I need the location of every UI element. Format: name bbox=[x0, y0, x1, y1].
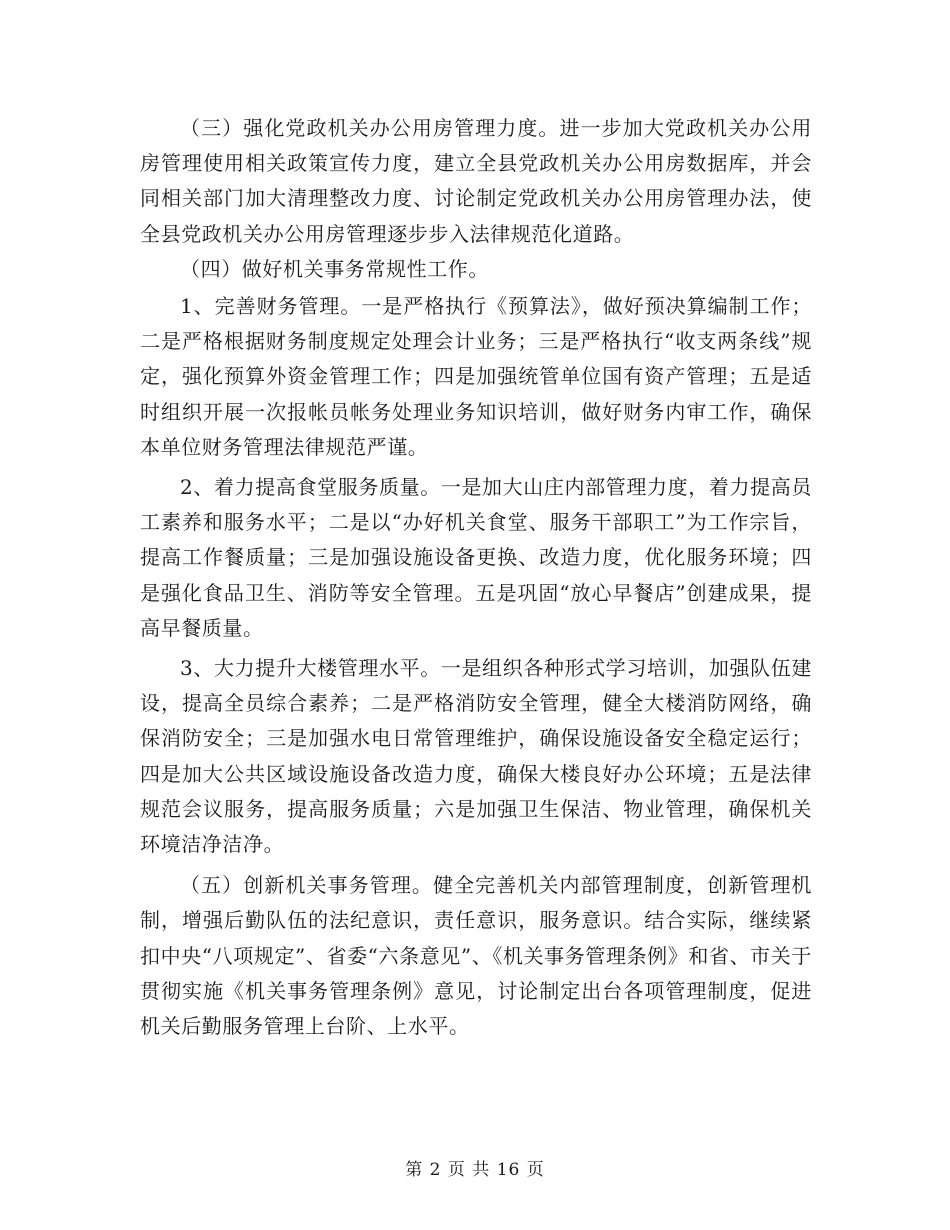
document-body bbox=[140, 111, 812, 1044]
footer-suffix: 页 bbox=[526, 1160, 545, 1180]
paragraph-office-space-management: （三）强化党政机关办公用房管理力度。进一步加大党政机关办公用房管理使用相关政策宣传力度，建立全县党政机关办公用房数据库，并会同相关部门加大清理整改力度、讨论制定党政机关办公用房管理办法，使全县党政机关办公用房管理逐步步入法律规范化道路。 bbox=[140, 116, 812, 246]
page-footer bbox=[0, 1155, 950, 1180]
paragraph-building-management: 3、大力提升大楼管理水平。一是组织各种形式学习培训，加强队伍建设，提高全员综合素养；二是严格消防安全管理，健全大楼消防网络，确保消防安全；三是加强水电日常管理维护，确保设施设备安全稳定运行；四是加大公共区域设施设备改造力度，确保大楼良好办公环境；五是法律规范会议服务，提高服务质量；六是加强卫生保洁、物业管理，确保机关环境洁净洁净。 bbox=[140, 656, 812, 857]
paragraph-routine-work-heading: （四）做好机关事务常规性工作。 bbox=[180, 256, 489, 281]
paragraph-financial-management: 1、完善财务管理。一是严格执行《预算法》，做好预决算编制工作；二是严格根据财务制度规定处理会计业务；三是严格执行“收支两条线”规定，强化预算外资金管理工作；四是加强统管单位国有资产管理；五是适时组织开展一次报帐员帐务处理业务知识培训，做好财务内审工作，确保本单位财务管理法律规范严谨。 bbox=[140, 294, 812, 459]
footer-total-pages: 16 bbox=[496, 1160, 521, 1180]
paragraph-innovation-management: （五）创新机关事务管理。健全完善机关内部管理制度，创新管理机制，增强后勤队伍的法纪意识，责任意识，服务意识。结合实际，继续紧扣中央“八项规定”、省委“六条意见”、《机关事务管理条例》和省、市关于贯彻实施《机关事务管理条例》意见，讨论制定出台各项管理制度，促进机关后勤服务管理上台阶、上水平。 bbox=[140, 873, 812, 1039]
footer-current-page: 2 bbox=[429, 1160, 442, 1180]
paragraph-canteen-service: 2、着力提高食堂服务质量。一是加大山庄内部管理力度，着力提高员工素养和服务水平；二是以“办好机关食堂、服务干部职工”为工作宗旨，提高工作餐质量；三是加强设施设备更换、改造力度，优化服务环境；四是强化食品卫生、消防等安全管理。五是巩固“放心早餐店”创建成果，提高早餐质量。 bbox=[140, 475, 812, 640]
footer-prefix: 第 bbox=[405, 1160, 424, 1180]
footer-mid: 页 共 bbox=[447, 1160, 491, 1180]
